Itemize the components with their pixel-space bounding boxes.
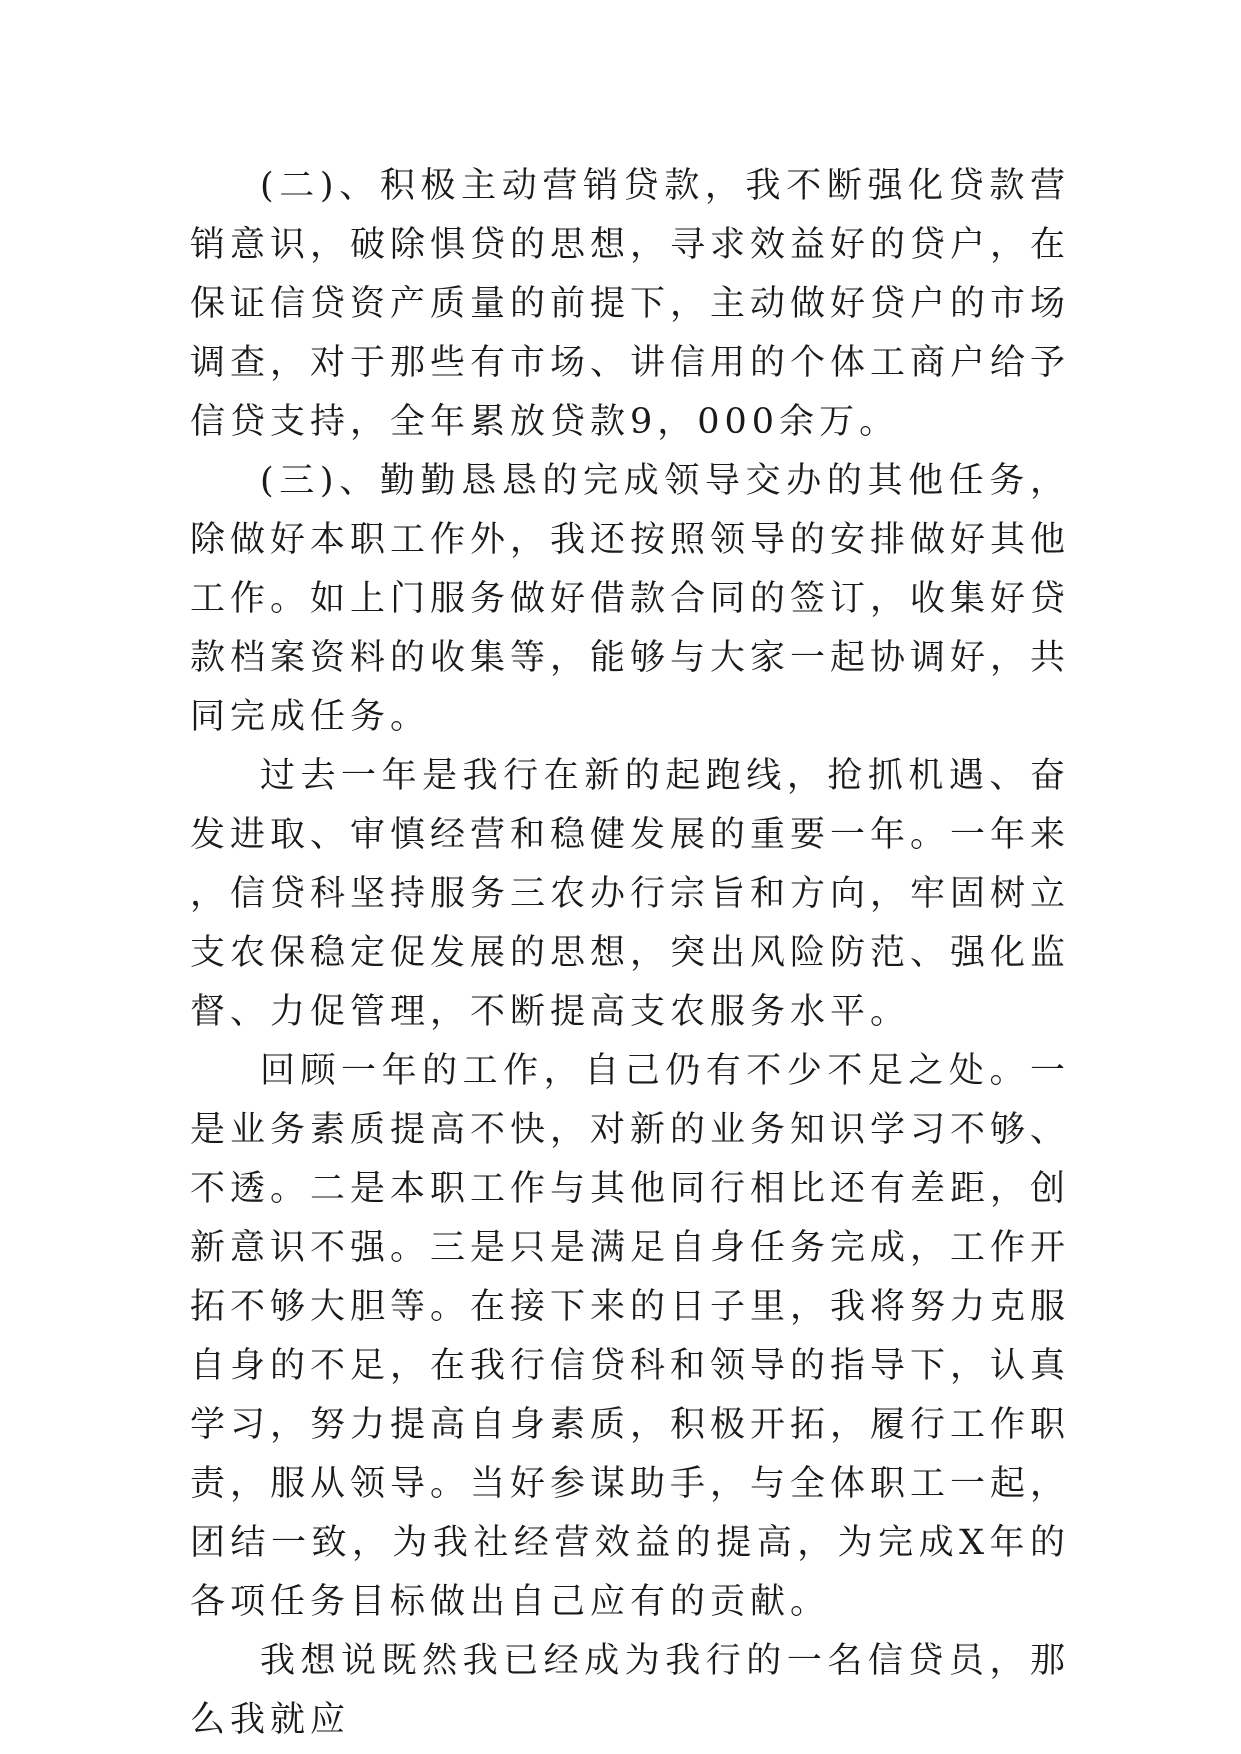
document-body [190, 157, 1070, 1750]
paragraph-shortcomings: 回顾一年的工作，自己仍有不少不足之处。一是业务素质提高不快，对新的业务知识学习不够、不透。二是本职工作与其他同行相比还有差距，创新意识不强。三是只是满足自身任务完成，工作开拓不够大胆等。在接下来的日子里，我将努力克服自身的不足，在我行信贷科和领导的指导下，认真学习，努力提高自身素质，积极开拓，履行工作职责，服从领导。当好参谋助手，与全体职工一起，团结一致，为我社经营效益的提高，为完成X年的各项任务目标做出自己应有的贡献。 [190, 1051, 1071, 1622]
paragraph-loan-marketing: (二)、积极主动营销贷款，我不断强化贷款营销意识，破除惧贷的思想，寻求效益好的贷户，在保证信贷资产质量的前提下，主动做好贷户的市场调查，对于那些有市场、讲信用的个体工商户给予信贷支持，全年累放贷款9，000余万。 [190, 166, 1071, 442]
paragraph-closing: 我想说既然我已经成为我行的一名信贷员，那么我就应 [190, 1641, 1070, 1740]
paragraph-other-tasks: (三)、勤勤恳恳的完成领导交办的其他任务，除做好本职工作外，我还按照领导的安排做好其他工作。如上门服务做好借款合同的签订，收集好贷款档案资料的收集等，能够与大家一起协调好，共同完成任务。 [190, 461, 1071, 737]
paragraph-year-review: 过去一年是我行在新的起跑线，抢抓机遇、奋发进取、审慎经营和稳健发展的重要一年。一年来，信贷科坚持服务三农办行宗旨和方向，牢固树立支农保稳定促发展的思想，突出风险防范、强化监督、力促管理，不断提高支农服务水平。 [190, 756, 1071, 1032]
